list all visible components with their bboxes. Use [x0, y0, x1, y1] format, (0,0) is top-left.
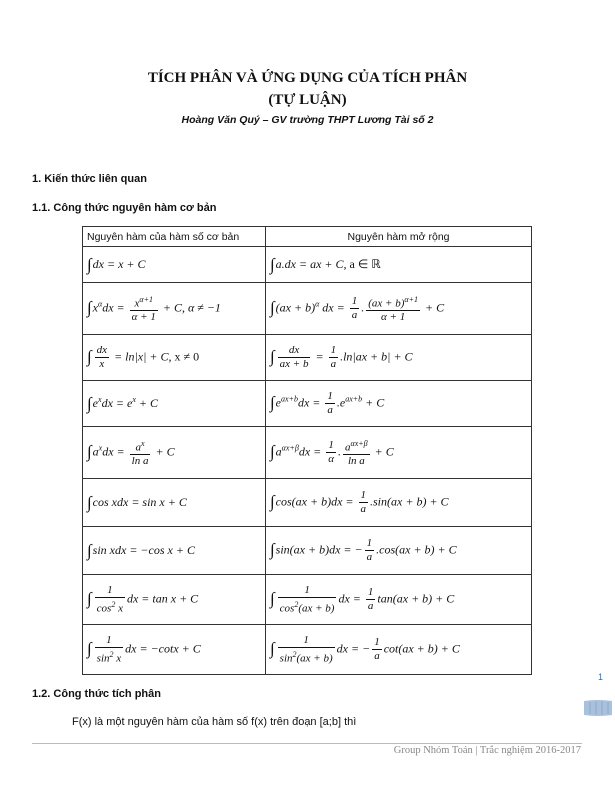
formula-extended: ∫a.dx = ax + C, a ∈ ℝ	[266, 247, 532, 283]
doc-title: TÍCH PHÂN VÀ ỨNG DỤNG CỦA TÍCH PHÂN	[147, 70, 468, 86]
formula-extended: ∫ $\frac{dx}{ax + b}$ = $\frac{1}{a}$ .ln|ax + b| + C	[266, 335, 532, 381]
page-tab-icon	[582, 699, 614, 717]
table-row	[83, 335, 532, 381]
table-row	[83, 427, 532, 479]
table-row	[83, 527, 532, 575]
section-heading-1: 1. Kiến thức liên quan	[32, 173, 147, 185]
formula-extended: ∫cos(ax + b)dx = $\frac{1}{a}$ .sin(ax + b) + C	[266, 479, 532, 527]
formula-basic: ∫ $\frac{1}{\sin^2 x}$ dx = −cotx + C	[83, 625, 266, 675]
formula-extended: ∫(ax + b)$^\alpha$ dx = $\frac{1}{a}$ . $\frac{(ax + b)^{\alpha+1}}{\alpha + 1}$ + C	[266, 283, 532, 335]
formula-extended: ∫ $\frac{1}{\cos^2(ax + b)}$ dx = $\frac{1}{a}$ tan(ax + b) + C	[266, 575, 532, 625]
table-row	[83, 381, 532, 427]
footer-divider	[32, 743, 582, 744]
doc-subtitle: (TỰ LUẬN)	[268, 92, 347, 108]
table-row	[83, 283, 532, 335]
formula-extended: ∫sin(ax + b)dx = − $\frac{1}{a}$ .cos(ax + b) + C	[266, 527, 532, 575]
formula-basic: $\int e^xdx = e^x + C$	[83, 381, 266, 427]
formula-basic: ∫ $\frac{dx}{x}$ = ln|x| + C, x ≠ 0	[83, 335, 266, 381]
formula-basic: ∫sin xdx = −cos x + C	[83, 527, 266, 575]
table-row	[83, 575, 532, 625]
formula-basic: ∫dx = x + C	[83, 247, 266, 283]
table-row	[83, 625, 532, 675]
page-number: 1	[598, 672, 604, 682]
table-row	[83, 247, 532, 283]
formula-basic: $\int x^\alpha dx$ = $\frac{x^{\alpha+1}}{\alpha + 1}$ + C, α ≠ −1	[83, 283, 266, 335]
formula-extended: $\int e^{ax+b}dx$ = $\frac{1}{a}$ $.e^{ax+b} + C$	[266, 381, 532, 427]
formula-extended: $\int a^{\alpha x+\beta}dx$ = $\frac{1}{\alpha}$ . $\frac{a^{\alpha x+\beta}}{\text{ln a}}$ + C	[266, 427, 532, 479]
col-header-extended: Nguyên hàm mở rộng	[266, 227, 532, 247]
section-heading-1-1: 1.1. Công thức nguyên hàm cơ bản	[32, 202, 217, 214]
section-heading-1-2: 1.2. Công thức tích phân	[32, 688, 161, 700]
footer-text: Group Nhóm Toán | Trắc nghiệm 2016-2017	[393, 745, 581, 756]
formula-basic: $\int a^xdx$ = $\frac{a^x}{\text{ln a}}$ + C	[83, 427, 266, 479]
table-row	[83, 479, 532, 527]
body-paragraph: F(x) là một nguyên hàm của hàm số f(x) trên đoạn [a;b] thì	[72, 716, 357, 728]
formula-basic: ∫ $\frac{1}{\cos^2 x}$ dx = tan x + C	[83, 575, 266, 625]
author-line: Hoàng Văn Quý – GV trường THPT Lương Tài số 2	[181, 114, 434, 126]
formula-extended: ∫ $\frac{1}{\sin^2(ax + b)}$ dx = − $\frac{1}{a}$ cot(ax + b) + C	[266, 625, 532, 675]
col-header-basic: Nguyên hàm của hàm số cơ bản	[83, 227, 266, 247]
formula-basic: ∫cos xdx = sin x + C	[83, 479, 266, 527]
antiderivative-table	[82, 226, 532, 675]
